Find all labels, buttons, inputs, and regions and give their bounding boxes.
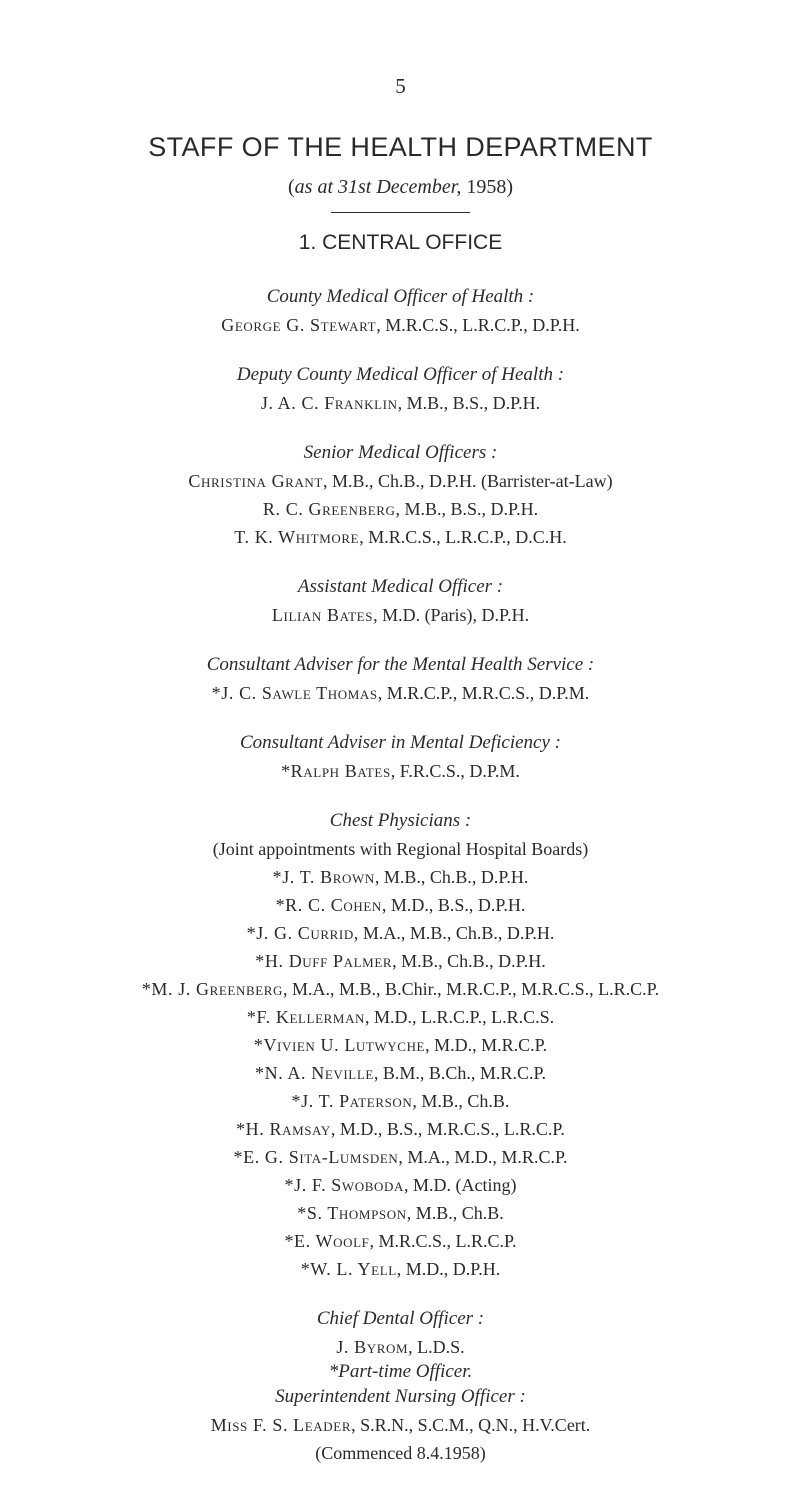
role-title: Consultant Adviser in Mental Deficiency : [240, 732, 561, 753]
staff-name: *J. F. Swoboda [284, 1175, 404, 1195]
staff-qualifications: , M.A., M.D., M.R.C.P. [398, 1147, 568, 1167]
staff-qualifications: , B.M., B.Ch., M.R.C.P. [373, 1063, 546, 1083]
role-title: Consultant Adviser for the Mental Health Service : [206, 654, 595, 675]
staff-name: *J. T. Paterson [291, 1091, 413, 1111]
staff-name: *W. L. Yell [300, 1259, 397, 1279]
staff-name: *Vivien U. Lutwyche [253, 1035, 426, 1055]
staff-qualifications: , M.R.C.P., M.R.C.S., D.P.M. [377, 683, 590, 703]
staff-name: *S. Thompson [297, 1203, 407, 1223]
staff-entry [0, 1333, 801, 1361]
staff-entry [0, 495, 801, 523]
staff-qualifications: , M.B., Ch.B., D.P.H. [392, 951, 546, 971]
page-title: STAFF OF THE HEALTH DEPARTMENT [148, 132, 653, 162]
staff-name: *J. G. Currid [246, 923, 354, 943]
staff-list [0, 283, 801, 1489]
role-title: Assistant Medical Officer : [297, 576, 504, 597]
staff-qualifications: , S.R.N., S.C.M., Q.N., H.V.Cert. [351, 1415, 591, 1435]
staff-name: Christina Grant [188, 471, 323, 491]
mental-health-block [0, 651, 801, 707]
deputy-block [0, 361, 801, 417]
staff-qualifications: , F.R.C.S., D.P.M. [390, 761, 520, 781]
staff-entry [0, 1255, 801, 1283]
title-divider [331, 212, 470, 213]
senior-block [0, 439, 801, 551]
role-title: Superintendent Nursing Officer : [275, 1386, 526, 1407]
staff-entry [0, 467, 801, 495]
appointment-note: (Joint appointments with Regional Hospital Boards) [212, 839, 589, 859]
staff-entry [0, 757, 801, 785]
staff-name: R. C. Greenberg [262, 499, 396, 519]
mental-deficiency-block [0, 729, 801, 785]
staff-name: *E. Woolf [284, 1231, 370, 1251]
staff-entry [0, 947, 801, 975]
staff-name: Miss F. S. Leader [210, 1415, 352, 1435]
staff-qualifications: , M.D., L.R.C.P., L.R.C.S. [365, 1007, 555, 1027]
staff-name: Lilian Bates [271, 605, 374, 625]
staff-entry [0, 1031, 801, 1059]
staff-qualifications: , M.B., Ch.B., D.P.H. (Barrister-at-Law) [322, 471, 613, 491]
staff-qualifications: , M.R.C.S., L.R.C.P. [369, 1231, 517, 1251]
staff-name: *R. C. Cohen [275, 895, 382, 915]
chest-block [0, 807, 801, 1283]
staff-entry [0, 311, 801, 339]
staff-qualifications: , M.B., B.S., D.P.H. [395, 499, 539, 519]
staff-name: *J. C. Sawle Thomas [211, 683, 378, 703]
staff-qualifications: , M.D., D.P.H. [396, 1259, 501, 1279]
staff-qualifications: , M.B., Ch.B., D.P.H. [374, 867, 529, 887]
staff-entry [0, 1087, 801, 1115]
staff-qualifications: , M.R.C.S., L.R.C.P., D.P.H. [376, 315, 580, 335]
role-title: County Medical Officer of Health : [266, 286, 535, 307]
staff-name: *N. A. Neville [255, 1063, 374, 1083]
role-title: Senior Medical Officers : [303, 442, 498, 463]
staff-qualifications: , M.D. (Acting) [404, 1175, 517, 1195]
staff-qualifications: , M.B., Ch.B. [406, 1203, 504, 1223]
staff-qualifications: , M.D., B.S., D.P.H. [381, 895, 526, 915]
staff-entry [0, 1227, 801, 1255]
section-heading: 1. CENTRAL OFFICE [298, 231, 503, 254]
staff-qualifications: , M.D., M.R.C.P. [425, 1035, 548, 1055]
staff-entry [0, 863, 801, 891]
staff-entry [0, 1171, 801, 1199]
role-title: Chest Physicians : [329, 810, 472, 831]
staff-name: *Ralph Bates [281, 761, 391, 781]
role-title: Chief Dental Officer : [316, 1308, 485, 1329]
cmoh-block [0, 283, 801, 339]
staff-name: *J. T. Brown [272, 867, 375, 887]
staff-name: J. Byrom [336, 1337, 409, 1357]
staff-entry [0, 1003, 801, 1031]
staff-entry [0, 601, 801, 629]
staff-name: *E. G. Sita-Lumsden [233, 1147, 399, 1167]
staff-name: *H. Ramsay [236, 1119, 331, 1139]
staff-name: T. K. Whitmore [234, 527, 360, 547]
page-number: 5 [395, 74, 406, 98]
staff-entry [0, 1143, 801, 1171]
staff-qualifications: , M.D. (Paris), D.P.H. [373, 605, 530, 625]
subtitle-open: ( [288, 176, 295, 198]
staff-name: *F. Kellerman [246, 1007, 366, 1027]
staff-entry [0, 523, 801, 551]
staff-entry [0, 389, 801, 417]
staff-qualifications: , M.A., M.B., B.Chir., M.R.C.P., M.R.C.S., L.R.C.P. [283, 979, 660, 999]
staff-entry [0, 975, 801, 1003]
staff-entry [0, 1411, 801, 1439]
staff-qualifications: , M.B., Ch.B. [412, 1091, 510, 1111]
staff-qualifications: , M.A., M.B., Ch.B., D.P.H. [353, 923, 555, 943]
part-time-footnote: *Part-time Officer. [328, 1361, 473, 1382]
staff-entry [0, 919, 801, 947]
staff-entry [0, 1199, 801, 1227]
role-title: Deputy County Medical Officer of Health : [236, 364, 565, 385]
staff-entry [0, 1115, 801, 1143]
staff-name: *H. Duff Palmer [255, 951, 393, 971]
subtitle-year: 1958) [461, 176, 513, 198]
staff-qualifications: , M.R.C.S., L.R.C.P., D.C.H. [359, 527, 567, 547]
staff-entry [0, 1059, 801, 1087]
staff-qualifications: , M.B., B.S., D.P.H. [397, 393, 541, 413]
page-subtitle [0, 176, 801, 199]
staff-qualifications: , M.D., B.S., M.R.C.S., L.R.C.P. [330, 1119, 565, 1139]
staff-name: George G. Stewart [221, 315, 377, 335]
dental-block [0, 1305, 801, 1361]
assistant-block [0, 573, 801, 629]
staff-name: J. A. C. Franklin [260, 393, 398, 413]
staff-name: *M. J. Greenberg [141, 979, 284, 999]
commencement-note: (Commenced 8.4.1958) [315, 1443, 486, 1463]
nursing-block [0, 1383, 801, 1467]
subtitle-date: as at 31st December, [294, 176, 462, 198]
staff-qualifications: , L.D.S. [408, 1337, 465, 1357]
staff-entry [0, 891, 801, 919]
staff-entry [0, 679, 801, 707]
